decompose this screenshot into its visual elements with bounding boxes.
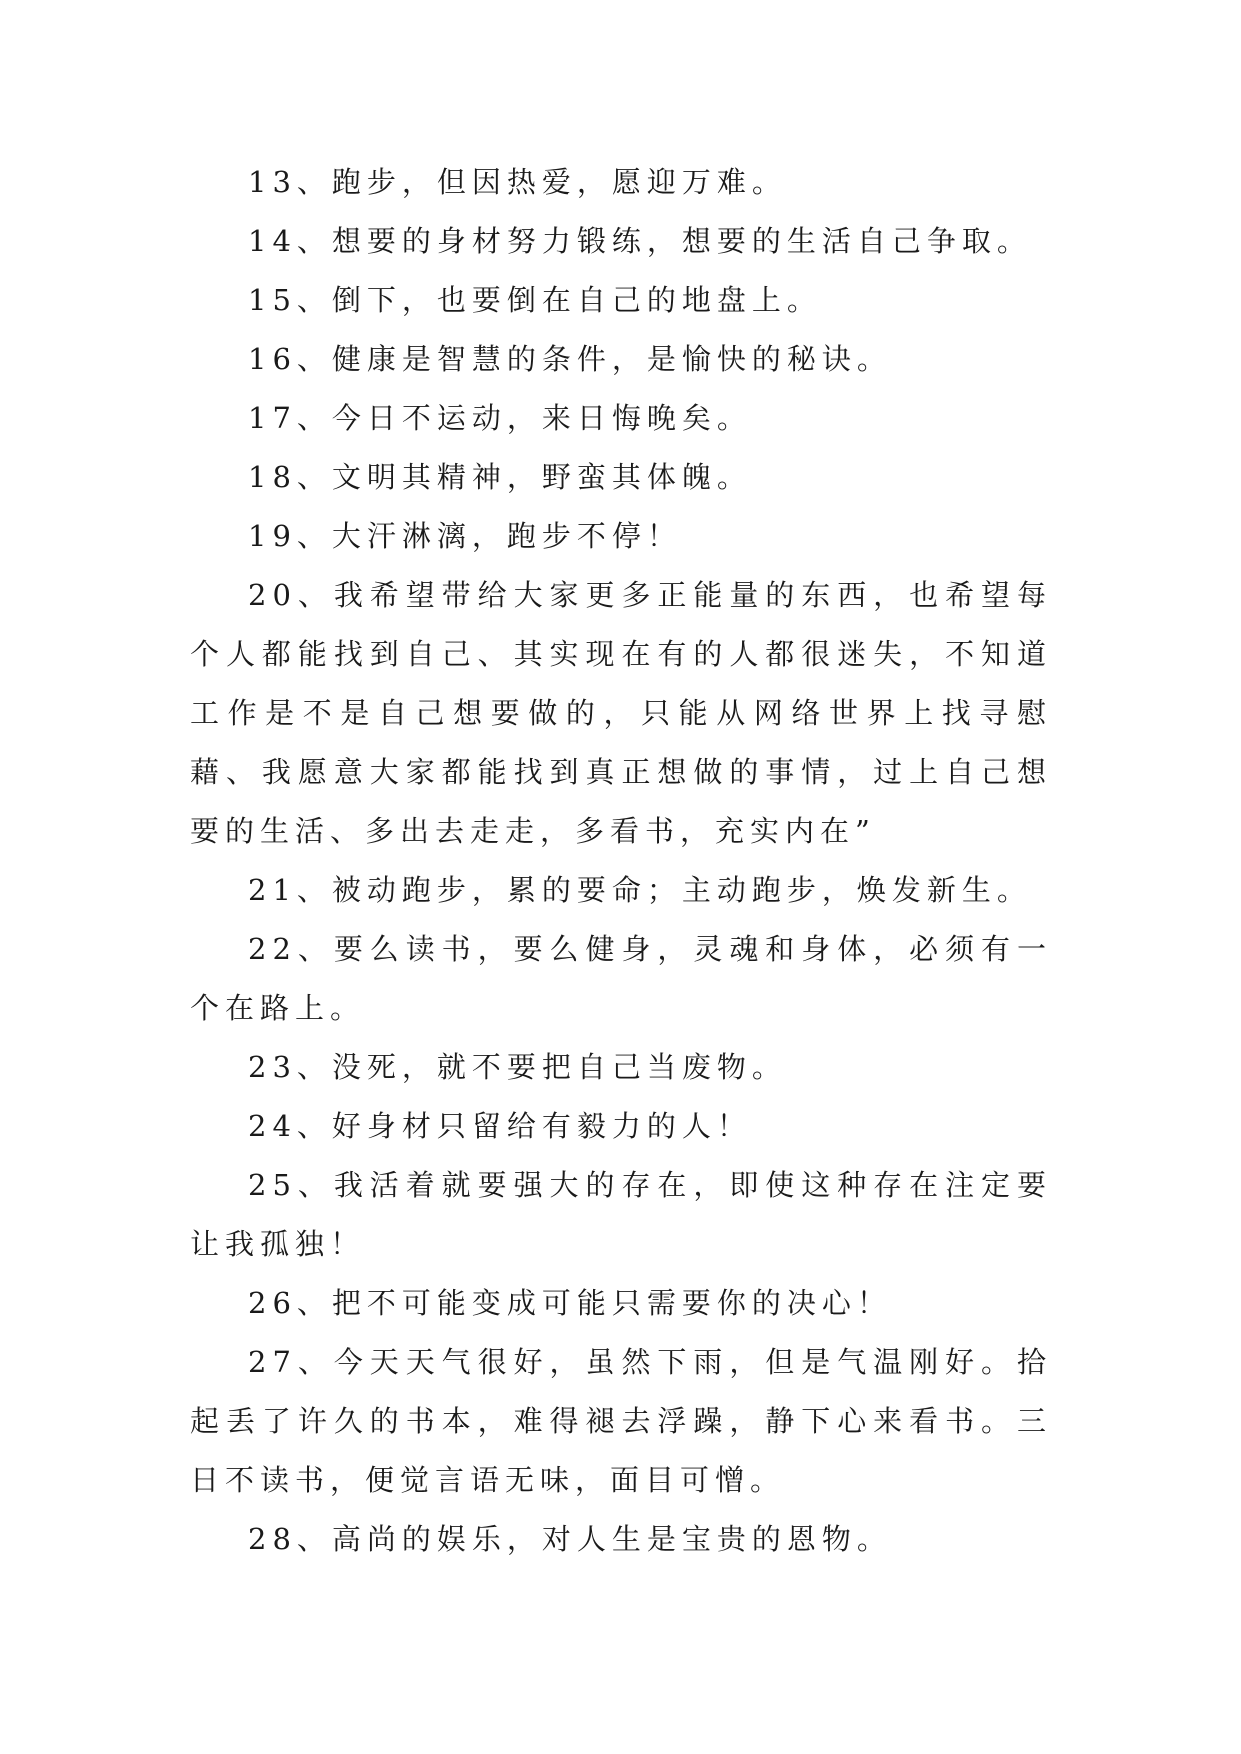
paragraph-13: 13、跑步，但因热爱，愿迎万难。	[248, 165, 787, 199]
paragraph-17: 17、今日不运动，来日悔晚矣。	[248, 401, 752, 435]
paragraph-28: 28、高尚的娱乐，对人生是宝贵的恩物。	[248, 1522, 892, 1556]
paragraph-19: 19、大汗淋漓，跑步不停！	[248, 519, 682, 553]
paragraph-23: 23、没死，就不要把自己当废物。	[248, 1050, 787, 1084]
paragraph-20: 20、我希望带给大家更多正能量的东西，也希望每个人都能找到自己、其实现在有的人都很迷失，不知道工作是不是自己想要做的，只能从网络世界上找寻慰藉、我愿意大家都能找到真正想做的事情，过上自己想要的生活、多出去走走，多看书，充实内在”	[190, 578, 1052, 848]
paragraph-22: 22、要么读书，要么健身，灵魂和身体，必须有一个在路上。	[190, 932, 1052, 1025]
paragraph-27: 27、今天天气很好，虽然下雨，但是气温刚好。拾起丢了许久的书本，难得褪去浮躁，静下心来看书。三日不读书，便觉言语无味，面目可憎。	[190, 1345, 1052, 1497]
paragraph-24: 24、好身材只留给有毅力的人！	[248, 1109, 752, 1143]
paragraph-14: 14、想要的身材努力锻练，想要的生活自己争取。	[248, 224, 1032, 258]
paragraph-25: 25、我活着就要强大的存在，即使这种存在注定要让我孤独！	[190, 1168, 1052, 1261]
paragraph-18: 18、文明其精神，野蛮其体魄。	[248, 460, 752, 494]
paragraph-21: 21、被动跑步，累的要命；主动跑步，焕发新生。	[248, 873, 1032, 907]
paragraph-26: 26、把不可能变成可能只需要你的决心！	[248, 1286, 892, 1320]
document-body	[190, 153, 1052, 1569]
paragraph-15: 15、倒下，也要倒在自己的地盘上。	[248, 283, 822, 317]
paragraph-16: 16、健康是智慧的条件，是愉快的秘诀。	[248, 342, 892, 376]
